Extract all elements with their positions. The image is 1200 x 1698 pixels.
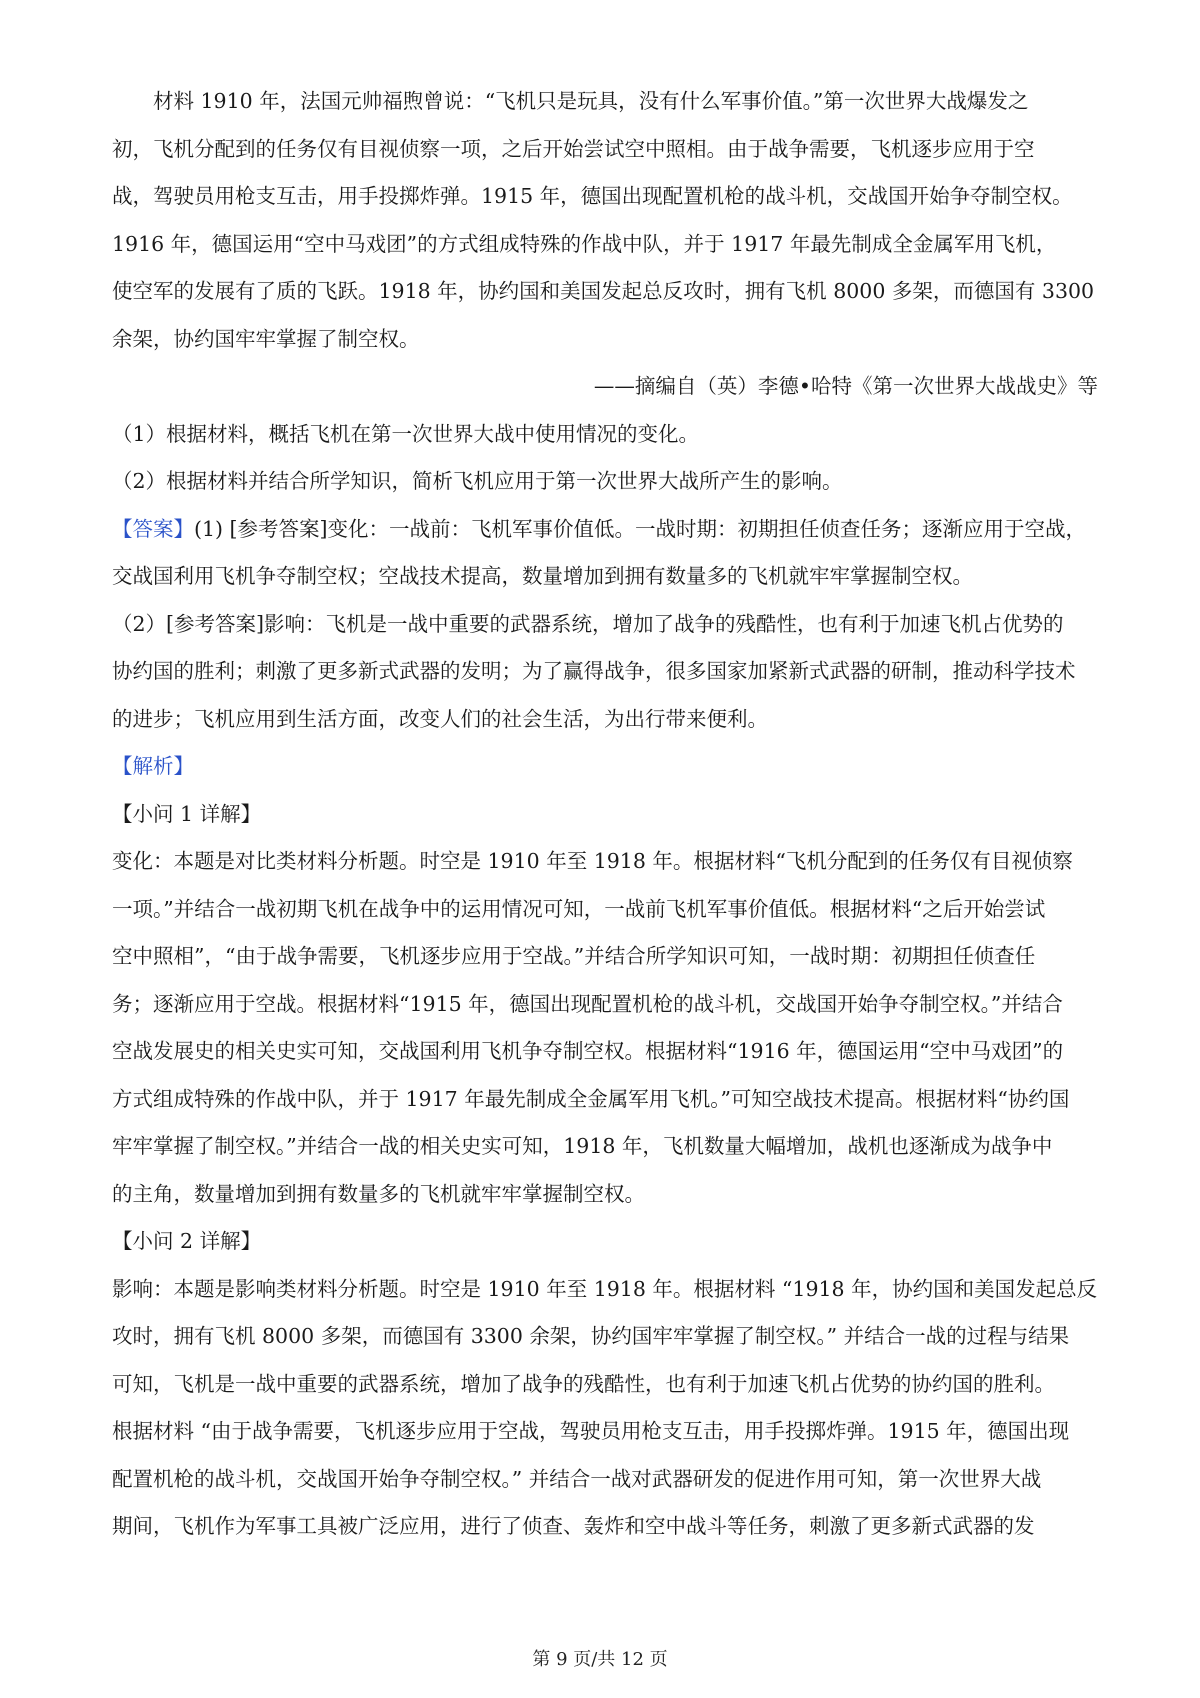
material-source: ——摘编自（英）李德•哈特《第一次世界大战战史》等 [593,374,1098,398]
analysis-line: 期间，飞机作为军事工具被广泛应用，进行了侦查、轰炸和空中战斗等任务，刺激了更多新式武器的发 [112,1514,1035,1538]
material-line: 战，驾驶员用枪支互击，用手投掷炸弹。1915 年，德国出现配置机枪的战斗机，交战国开始争夺制空权。 [112,184,1073,208]
analysis-line: 的主角，数量增加到拥有数量多的飞机就牢牢掌握制空权。 [112,1181,645,1206]
subquestion-1-title: 【小问 1 详解】 [112,801,262,826]
analysis-line: 务；逐渐应用于空战。根据材料“1915 年，德国出现配置机枪的战斗机，交战国开始争夺制空权。”并结合 [112,991,1063,1016]
analysis-line: 影响：本题是影响类材料分析题。时空是 1910 年至 1918 年。根据材料 “1918 年，协约国和美国发起总反 [112,1276,1098,1301]
analysis-line: 一项。”并结合一战初期飞机在战争中的运用情况可知，一战前飞机军事价值低。根据材料“之后开始尝试 [112,896,1046,921]
question-2: （2）根据材料并结合所学知识，简析飞机应用于第一次世界大战所产生的影响。 [112,469,843,493]
material-line: 1916 年，德国运用“空中马戏团”的方式组成特殊的作战中队，并于 1917 年最先制成全金属军用飞机， [112,231,1057,256]
page-content [112,78,1098,1551]
answer-tag: 【答案】 [112,516,194,541]
answer-part2-line: 协约国的胜利；刺激了更多新式武器的发明；为了赢得战争，很多国家加紧新式武器的研制，推动科学技术 [112,659,1076,683]
analysis-line: 可知，飞机是一战中重要的武器系统，增加了战争的残酷性，也有利于加速飞机占优势的协约国的胜利。 [112,1371,1055,1396]
answer-part1-text: (1) [参考答案]变化：一战前：飞机军事价值低。一战时期：初期担任侦查任务；逐渐应用于空战， [194,516,1087,541]
subquestion-2-title: 【小问 2 详解】 [112,1229,262,1253]
answer-part2-line: （2）[参考答案]影响：飞机是一战中重要的武器系统，增加了战争的残酷性，也有利于加速飞机占优势的 [112,611,1064,636]
material-line: 使空军的发展有了质的飞跃。1918 年，协约国和美国发起总反攻时，拥有飞机 8000 多架，而德国有 3300 [112,279,1095,303]
answer-part2-line: 的进步；飞机应用到生活方面，改变人们的社会生活，为出行带来便利。 [112,706,768,731]
analysis-line: 空战发展史的相关史实可知，交战国利用飞机争夺制空权。根据材料“1916 年，德国运用“空中马戏团”的 [112,1039,1064,1063]
answer-line: 交战国利用飞机争夺制空权；空战技术提高，数量增加到拥有数量多的飞机就牢牢掌握制空权。 [112,564,973,588]
analysis-tag: 【解析】 [112,754,194,778]
analysis-line: 变化：本题是对比类材料分析题。时空是 1910 年至 1918 年。根据材料“飞机分配到的任务仅有目视侦察 [112,849,1073,873]
analysis-line: 方式组成特殊的作战中队，并于 1917 年最先制成全金属军用飞机。”可知空战技术提高。根据材料“协约国 [112,1086,1070,1111]
material-line: 初，飞机分配到的任务仅有目视侦察一项，之后开始尝试空中照相。由于战争需要，飞机逐步应用于空 [112,136,1035,161]
analysis-line: 空中照相”，“由于战争需要，飞机逐步应用于空战。”并结合所学知识可知，一战时期：初期担任侦查任 [112,944,1036,968]
question-1: （1）根据材料，概括飞机在第一次世界大战中使用情况的变化。 [112,421,700,446]
analysis-line: 根据材料 “由于战争需要，飞机逐步应用于空战，驾驶员用枪支互击，用手投掷炸弹。1915 年，德国出现 [112,1419,1070,1443]
answer-line [112,506,1098,554]
material-line: 材料 1910 年，法国元帅福煦曾说：“飞机只是玩具，没有什么军事价值。”第一次世界大战爆发之 [153,89,1029,113]
page-number: 第 9 页/共 12 页 [532,1649,668,1670]
material-passage [112,78,1098,411]
analysis-line: 牢牢掌握了制空权。”并结合一战的相关史实可知，1918 年，飞机数量大幅增加，战机也逐渐成为战争中 [112,1134,1053,1158]
material-line: 余架，协约国牢牢掌握了制空权。 [112,326,420,351]
analysis-line: 攻时，拥有飞机 8000 多架，而德国有 3300 余架，协约国牢牢掌握了制空权。” 并结合一战的过程与结果 [112,1324,1070,1348]
analysis-line: 配置机枪的战斗机，交战国开始争夺制空权。” 并结合一战对武器研发的促进作用可知，第一次世界大战 [112,1466,1042,1491]
